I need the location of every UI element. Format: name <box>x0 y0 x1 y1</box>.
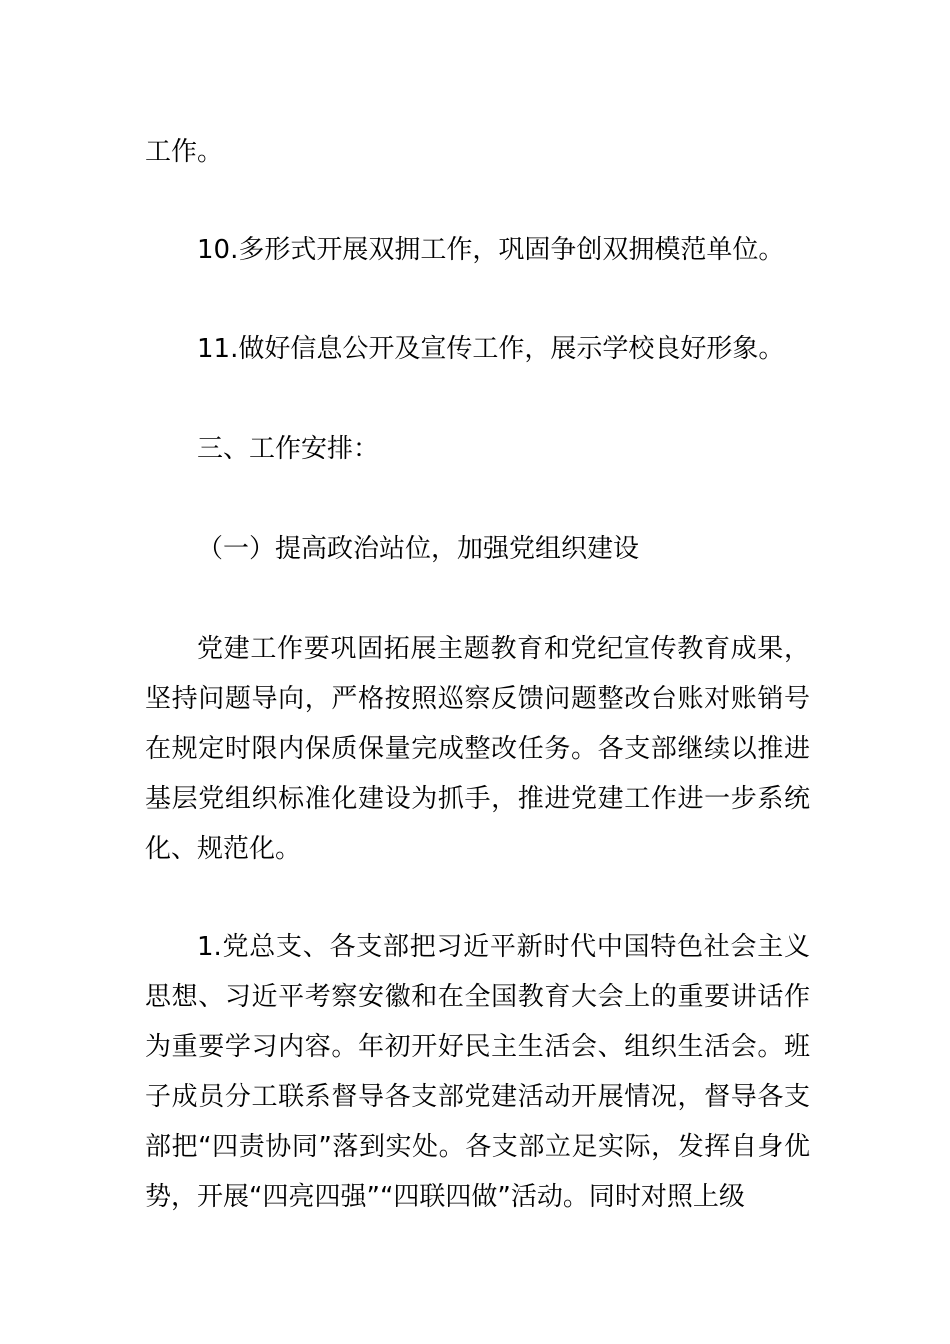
text-line-continuation: 工作。 <box>145 137 224 167</box>
list-item-10: 10.多形式开展双拥工作，巩固争创双拥模范单位。 <box>197 235 785 265</box>
body-paragraph-item-1: 1.党总支、各支部把习近平新时代中国特色社会主义思想、习近平考察安徽和在全国教育大会上的重要讲话作为重要学习内容。年初开好民主生活会、组织生活会。班子成员分工联系督导各支部党建活动开展情况，督导各支部把“四责协同”落到实处。各支部立足实际，发挥自身优势，开展“四亮四强”“四联四做”活动。同时对照上级 <box>145 932 810 1212</box>
list-item-11: 11.做好信息公开及宣传工作，展示学校良好形象。 <box>197 334 785 364</box>
section-heading: 三、工作安排： <box>197 434 380 464</box>
subsection-heading: （一）提高政治站位，加强党组织建设 <box>197 534 640 564</box>
body-paragraph-party-building: 党建工作要巩固拓展主题教育和党纪宣传教育成果，坚持问题导向，严格按照巡察反馈问题整改台账对账销号在规定时限内保质保量完成整改任务。各支部继续以推进基层党组织标准化建设为抓手，推进党建工作进一步系统化、规范化。 <box>145 634 810 864</box>
